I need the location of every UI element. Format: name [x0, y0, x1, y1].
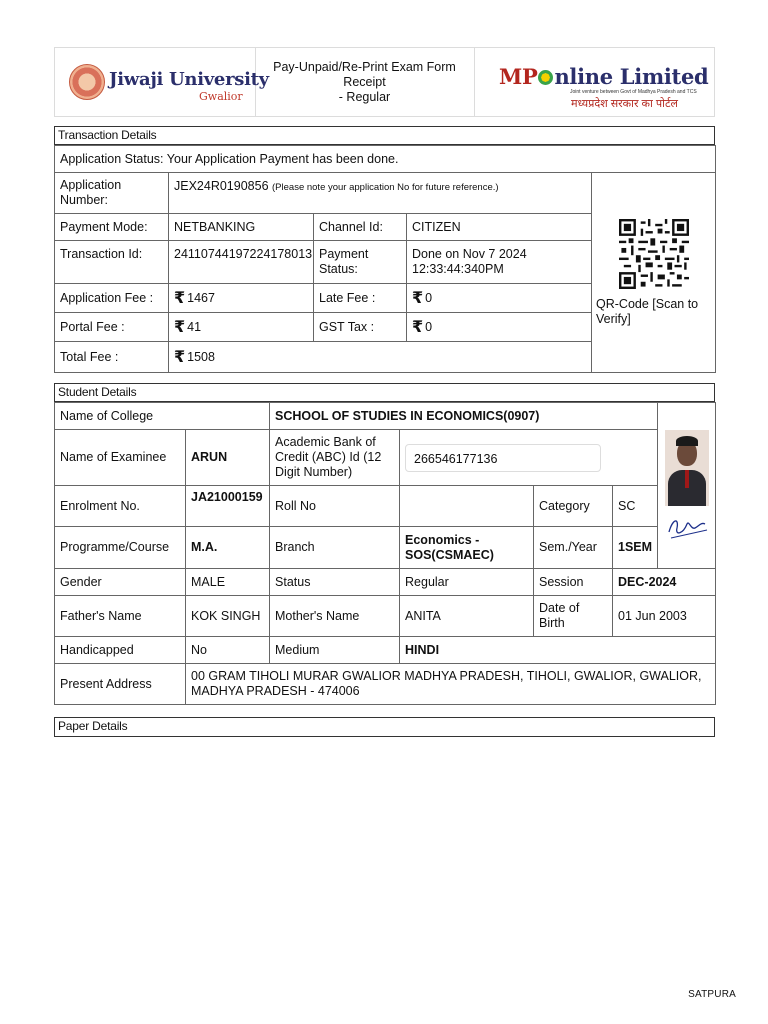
gst-tax-value: 0: [425, 319, 433, 334]
address-value: 00 GRAM TIHOLI MURAR GWALIOR MADHYA PRADESH, TIHOLI, GWALIOR, GWALIOR, MADHYA PRADESH - 474006: [186, 664, 716, 705]
session-label: Session: [534, 569, 613, 596]
payment-status-time: 12:33:44:340PM: [412, 262, 504, 276]
application-number-cell: [169, 173, 592, 214]
mponline-rest: nline Limited: [554, 64, 709, 89]
category-value: SC: [613, 486, 658, 527]
address-label: Present Address: [55, 664, 186, 705]
father-name-label: Father's Name: [55, 596, 186, 637]
college-value: SCHOOL OF STUDIES IN ECONOMICS(0907): [270, 403, 658, 430]
mponline-logo-cell: [475, 48, 715, 116]
transaction-id-value: 24110744197224178013: [169, 241, 314, 284]
portal-fee-cell: [169, 313, 314, 342]
receipt-title: [255, 48, 475, 116]
university-name: Jiwaji University: [109, 69, 269, 90]
student-table: [54, 402, 716, 705]
abc-id-field: 266546177136: [405, 444, 601, 472]
transaction-table: [54, 145, 716, 373]
mother-name-value: ANITA: [400, 596, 534, 637]
student-signature: [663, 512, 711, 542]
paper-details-title: Paper Details: [54, 717, 715, 737]
receipt-title-line1: Pay-Unpaid/Re-Print Exam Form: [273, 60, 456, 74]
college-label: Name of College: [55, 403, 270, 430]
gst-tax-cell: [407, 313, 592, 342]
footer-label: SATPURA: [688, 989, 736, 1000]
sem-year-value: 1SEM: [613, 527, 658, 569]
programme-label: Programme/Course: [55, 527, 186, 569]
roll-no-value: [400, 486, 534, 527]
qr-caption: QR-Code [Scan to Verify]: [596, 296, 699, 326]
examinee-name-value: ARUN: [186, 430, 270, 486]
abc-id-label: Academic Bank of Credit (ABC) Id (12 Digit Number): [270, 430, 400, 486]
roll-no-label: Roll No: [270, 486, 400, 527]
mother-name-label: Mother's Name: [270, 596, 400, 637]
programme-value: M.A.: [186, 527, 270, 569]
application-number-label: Application Number:: [55, 173, 169, 214]
portal-fee-label: Portal Fee :: [55, 313, 169, 342]
rupee-icon: ₹: [412, 318, 424, 336]
enrolment-label: Enrolment No.: [55, 486, 186, 527]
mponline-globe-icon: [538, 70, 553, 85]
enrolment-value: JA21000159: [186, 486, 270, 527]
sem-year-label: Sem./Year: [534, 527, 613, 569]
application-status-label: Application Status:: [60, 151, 164, 166]
gender-value: MALE: [186, 569, 270, 596]
application-status-cell: [55, 146, 716, 173]
medium-label: Medium: [270, 637, 400, 664]
student-details-title: Student Details: [54, 383, 715, 402]
mponline-prefix: MP: [499, 64, 538, 89]
gender-label: Gender: [55, 569, 186, 596]
channel-id-label: Channel Id:: [314, 214, 407, 241]
payment-status-value: [407, 241, 592, 284]
application-status-value: Your Application Payment has been done.: [166, 151, 399, 166]
transaction-id-label: Transaction Id:: [55, 241, 169, 284]
rupee-icon: ₹: [174, 318, 186, 336]
application-number-note: (Please note your application No for future reference.): [272, 182, 499, 193]
payment-status-label: Payment Status:: [314, 241, 407, 284]
abc-id-cell: [400, 430, 658, 486]
university-seal-icon: [69, 64, 105, 100]
total-fee-cell: [169, 342, 592, 373]
payment-status-date: Done on Nov 7 2024: [412, 247, 527, 261]
portal-fee-value: 41: [187, 319, 202, 334]
application-number-value: JEX24R0190856: [174, 179, 269, 193]
category-label: Category: [534, 486, 613, 527]
mponline-tagline: Joint venture between Govt of Madhya Pradesh and TCS: [570, 89, 697, 95]
status-value: Regular: [400, 569, 534, 596]
total-fee-label: Total Fee :: [55, 342, 169, 373]
application-fee-label: Application Fee :: [55, 284, 169, 313]
late-fee-label: Late Fee :: [314, 284, 407, 313]
receipt-title-line3: - Regular: [338, 90, 391, 104]
channel-id-value: CITIZEN: [407, 214, 592, 241]
receipt-title-line2: Receipt: [343, 75, 386, 89]
father-name-value: KOK SINGH: [186, 596, 270, 637]
payment-mode-value: NETBANKING: [169, 214, 314, 241]
late-fee-value: 0: [425, 290, 433, 305]
application-fee-cell: [169, 284, 314, 313]
session-value: DEC-2024: [613, 569, 716, 596]
handicapped-label: Handicapped: [55, 637, 186, 664]
qr-code-icon: [619, 219, 689, 289]
total-fee-value: 1508: [187, 349, 215, 364]
handicapped-value: No: [186, 637, 270, 664]
receipt-header: [54, 47, 715, 117]
photo-signature-cell: [658, 403, 716, 569]
branch-value: Economics - SOS(CSMAEC): [400, 527, 534, 569]
rupee-icon: ₹: [412, 289, 424, 307]
dob-value: 01 Jun 2003: [613, 596, 716, 637]
student-photo: [665, 430, 709, 506]
mponline-hindi-tagline: मध्यप्रदेश सरकार का पोर्टल: [571, 98, 678, 110]
examinee-name-label: Name of Examinee: [55, 430, 186, 486]
university-city: Gwalior: [199, 90, 243, 103]
branch-label: Branch: [270, 527, 400, 569]
late-fee-cell: [407, 284, 592, 313]
university-logo-cell: [55, 48, 269, 116]
rupee-icon: ₹: [174, 289, 186, 307]
medium-value: HINDI: [400, 637, 716, 664]
payment-mode-label: Payment Mode:: [55, 214, 169, 241]
status-label: Status: [270, 569, 400, 596]
gst-tax-label: GST Tax :: [314, 313, 407, 342]
transaction-details-title: Transaction Details: [54, 126, 715, 145]
dob-label: Date of Birth: [534, 596, 613, 637]
application-fee-value: 1467: [187, 290, 215, 305]
qr-cell: [592, 173, 716, 373]
mponline-logo: [499, 64, 708, 89]
rupee-icon: ₹: [174, 348, 186, 366]
